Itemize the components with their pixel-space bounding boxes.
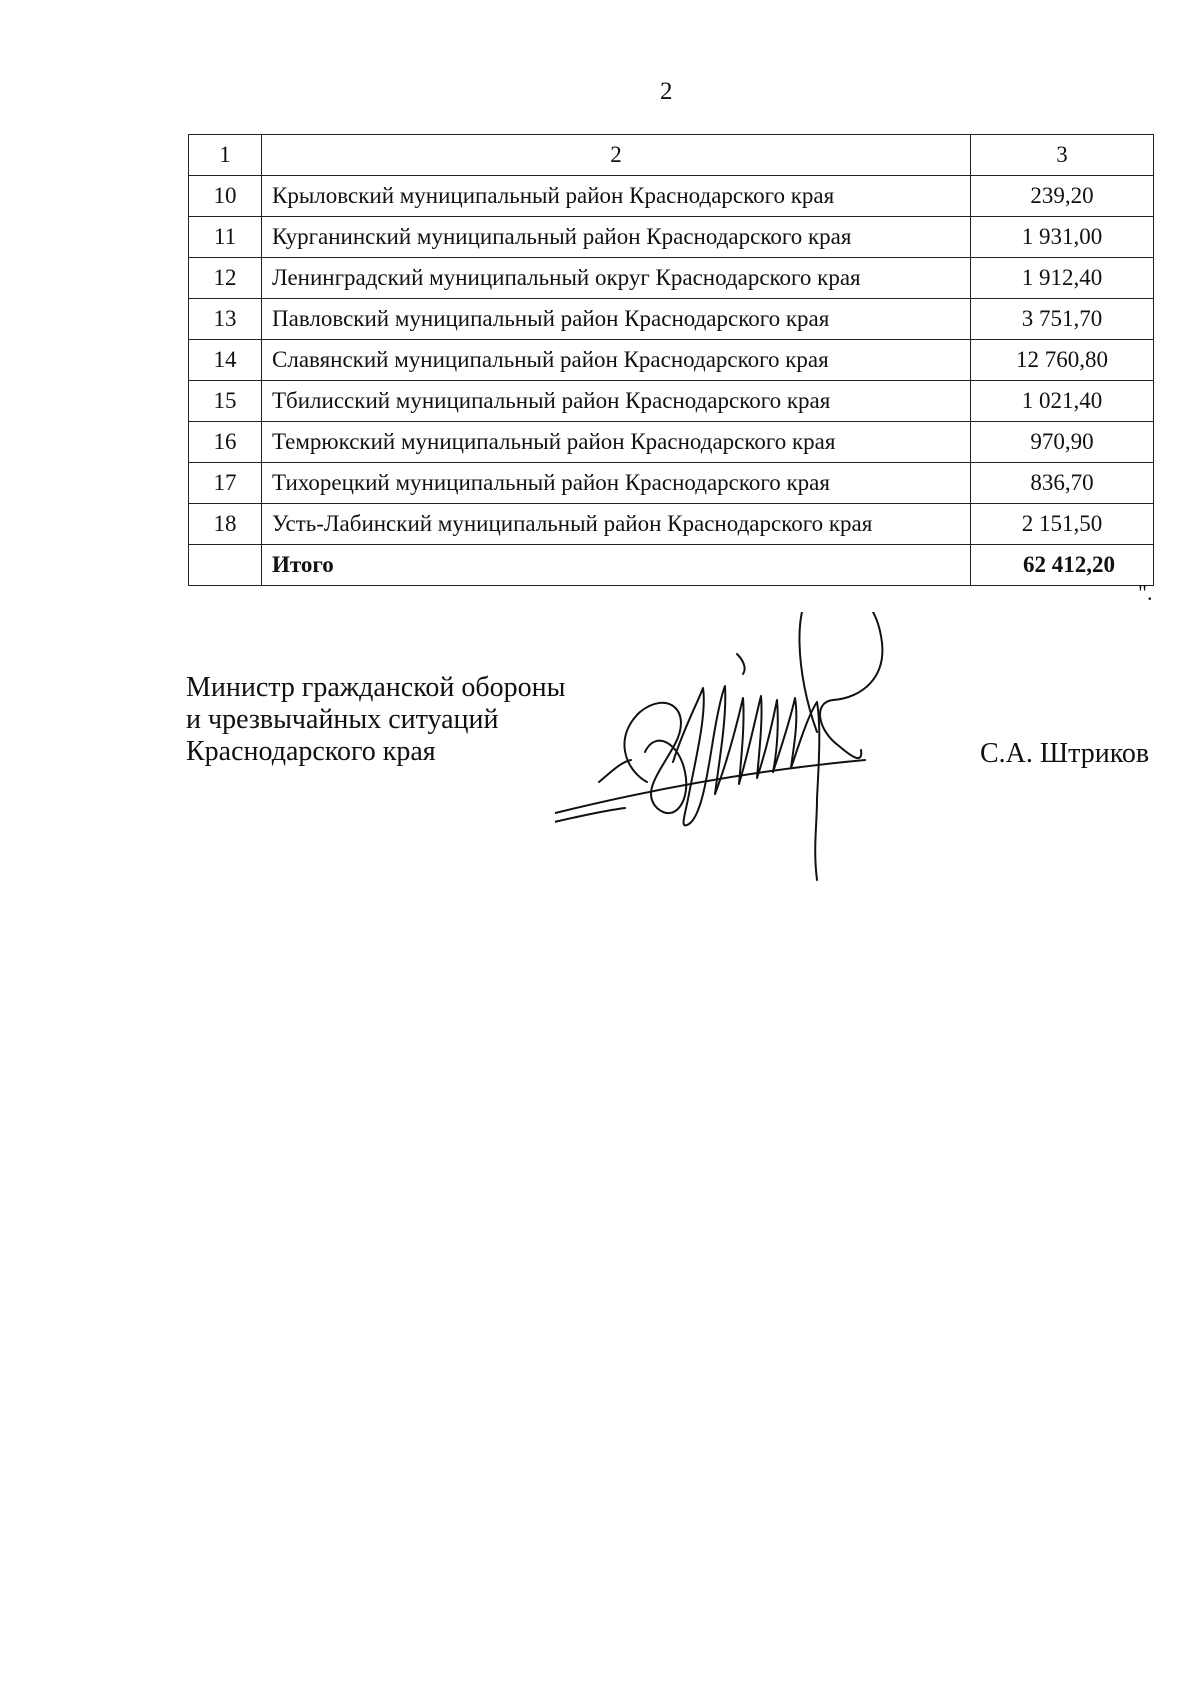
row-number-cell: 17 bbox=[189, 463, 262, 504]
table-row bbox=[189, 176, 1154, 217]
amount-cell: 1 021,40 bbox=[971, 381, 1154, 422]
row-number-cell: 14 bbox=[189, 340, 262, 381]
position-line: и чрезвычайных ситуаций bbox=[186, 704, 499, 735]
amount-cell: 239,20 bbox=[971, 176, 1154, 217]
signatory-name: С.А. Штриков bbox=[980, 738, 1150, 769]
row-number-cell: 10 bbox=[189, 176, 262, 217]
table-row bbox=[189, 504, 1154, 545]
handwritten-signature bbox=[555, 612, 955, 922]
municipality-name-cell: Павловский муниципальный район Краснодарского края bbox=[262, 299, 971, 340]
closing-quote: ". bbox=[1138, 580, 1153, 605]
table-row bbox=[189, 381, 1154, 422]
row-number-cell: 18 bbox=[189, 504, 262, 545]
amount-cell: 836,70 bbox=[971, 463, 1154, 504]
row-number-cell: 11 bbox=[189, 217, 262, 258]
table-total-row bbox=[189, 545, 1154, 586]
municipality-name-cell: Тихорецкий муниципальный район Краснодарского края bbox=[262, 463, 971, 504]
header-cell-value: 3 bbox=[971, 135, 1154, 176]
row-number-cell: 13 bbox=[189, 299, 262, 340]
amount-cell: 3 751,70 bbox=[971, 299, 1154, 340]
header-cell-name: 2 bbox=[262, 135, 971, 176]
municipality-name-cell: Тбилисский муниципальный район Краснодарского края bbox=[262, 381, 971, 422]
amount-cell: 2 151,50 bbox=[971, 504, 1154, 545]
table-row bbox=[189, 258, 1154, 299]
table-row bbox=[189, 463, 1154, 504]
amount-cell: 1 912,40 bbox=[971, 258, 1154, 299]
allocation-table bbox=[188, 134, 1154, 586]
municipality-name-cell: Крыловский муниципальный район Краснодарского края bbox=[262, 176, 971, 217]
header-cell-number: 1 bbox=[189, 135, 262, 176]
amount-cell: 1 931,00 bbox=[971, 217, 1154, 258]
position-line: Краснодарского края bbox=[186, 736, 436, 767]
municipality-name-cell: Славянский муниципальный район Краснодарского края bbox=[262, 340, 971, 381]
municipality-name-cell: Ленинградский муниципальный округ Краснодарского края bbox=[262, 258, 971, 299]
position-line: Министр гражданской обороны bbox=[186, 672, 566, 703]
page-number: 2 bbox=[660, 78, 673, 105]
amount-cell: 970,90 bbox=[971, 422, 1154, 463]
table-row bbox=[189, 340, 1154, 381]
row-number-cell: 12 bbox=[189, 258, 262, 299]
table-row bbox=[189, 422, 1154, 463]
table-row bbox=[189, 299, 1154, 340]
amount-cell: 12 760,80 bbox=[971, 340, 1154, 381]
municipality-name-cell: Курганинский муниципальный район Краснодарского края bbox=[262, 217, 971, 258]
table-header-row bbox=[189, 135, 1154, 176]
signatory-position bbox=[186, 672, 565, 768]
row-number-cell: 15 bbox=[189, 381, 262, 422]
municipality-name-cell: Усть-Лабинский муниципальный район Краснодарского края bbox=[262, 504, 971, 545]
total-label-cell: Итого bbox=[262, 545, 971, 586]
total-amount-cell: 62 412,20 bbox=[971, 545, 1154, 586]
municipality-name-cell: Темрюкский муниципальный район Краснодарского края bbox=[262, 422, 971, 463]
total-number-cell bbox=[189, 545, 262, 586]
row-number-cell: 16 bbox=[189, 422, 262, 463]
table-row bbox=[189, 217, 1154, 258]
